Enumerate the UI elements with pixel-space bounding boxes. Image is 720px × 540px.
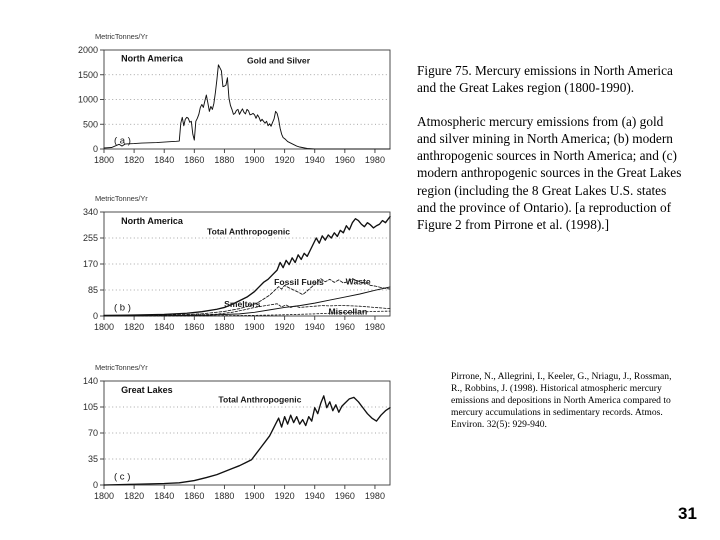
svg-text:1860: 1860	[184, 322, 205, 332]
svg-text:170: 170	[82, 259, 98, 270]
series-line	[104, 65, 390, 149]
series-annotation-label: Smelters	[224, 299, 261, 310]
svg-text:1880: 1880	[214, 322, 235, 332]
series-annotation-label: Fossil Fuels	[274, 276, 324, 287]
svg-text:1820: 1820	[124, 155, 145, 165]
svg-text:1940: 1940	[304, 322, 325, 332]
chart-b-svg	[62, 194, 397, 349]
svg-text:140: 140	[82, 376, 98, 387]
svg-text:1980: 1980	[364, 491, 385, 501]
svg-text:1880: 1880	[214, 491, 235, 501]
series-line	[104, 396, 390, 485]
chart-c-svg	[62, 363, 397, 518]
series-annotation-label: Total Anthropogenic	[206, 226, 291, 237]
chart-panel-b	[62, 194, 397, 349]
svg-text:1820: 1820	[124, 491, 145, 501]
chart-a-units-label: MetricTonnes/Yr	[95, 32, 148, 41]
chart-region-label: Great Lakes	[121, 384, 173, 395]
chart-panel-letter: ( b )	[114, 302, 131, 314]
chart-region-label: North America	[121, 53, 183, 64]
svg-text:1920: 1920	[274, 155, 295, 165]
chart-panel-a	[62, 32, 397, 182]
svg-text:255: 255	[82, 233, 98, 244]
chart-region-label: North America	[121, 215, 183, 226]
svg-text:70: 70	[87, 428, 98, 439]
svg-text:1820: 1820	[124, 322, 145, 332]
reference-citation	[451, 371, 683, 431]
svg-text:1000: 1000	[77, 94, 98, 105]
svg-text:1900: 1900	[244, 322, 265, 332]
svg-text:1900: 1900	[244, 491, 265, 501]
svg-text:1840: 1840	[154, 155, 175, 165]
series-annotation-label: Total Anthropogenic	[218, 394, 302, 405]
chart-a-svg	[62, 32, 397, 182]
svg-text:1920: 1920	[274, 322, 295, 332]
chart-b-units-label: MetricTonnes/Yr	[95, 194, 148, 203]
figure-column	[62, 32, 397, 518]
reference-text: Pirrone, N., Allegrini, I., Keeler, G., Nriagu, J., Rossman, R., Robbins, J. (1998). Historical atmospheric mercury emissions and depositions in North America compared to mercury accumulations in sedimentary records. Atmos. Environ. 32(5): 929-940.	[451, 371, 672, 431]
chart-panel-letter: ( c )	[114, 471, 131, 483]
page-number: 31	[678, 504, 697, 523]
svg-text:1840: 1840	[154, 322, 175, 332]
svg-text:1500: 1500	[77, 69, 98, 80]
svg-text:1860: 1860	[184, 491, 205, 501]
chart-c-units-label: MetricTonnes/Yr	[95, 363, 148, 372]
series-annotation-label: Gold and Silver	[247, 55, 311, 66]
svg-text:35: 35	[87, 454, 98, 465]
svg-text:1960: 1960	[334, 322, 355, 332]
svg-text:1980: 1980	[364, 155, 385, 165]
svg-text:1960: 1960	[334, 155, 355, 165]
svg-text:1840: 1840	[154, 491, 175, 501]
svg-text:1800: 1800	[93, 155, 115, 165]
svg-text:1960: 1960	[334, 491, 355, 501]
svg-text:2000: 2000	[77, 45, 98, 56]
caption-body: Atmospheric mercury emissions from (a) gold and silver mining in North America; (b) modern anthropogenic sources in North America; and (c) modern anthropogenic sources in the Great Lakes region (including the 8 Great Lakes U.S. states and the province of Ontario). [a reproduction of Figure 2 from Pirrone et al. (1998).]	[417, 114, 682, 232]
svg-text:105: 105	[82, 402, 98, 413]
svg-text:500: 500	[82, 119, 98, 130]
chart-panel-letter: ( a )	[114, 135, 131, 147]
svg-text:1940: 1940	[304, 155, 325, 165]
caption-title: Figure 75. Mercury emissions in North America and the Great Lakes region (1800-1990).	[417, 63, 673, 96]
svg-text:0: 0	[92, 311, 98, 322]
svg-text:340: 340	[82, 207, 98, 218]
series-annotation-label: Waste	[345, 276, 371, 287]
svg-text:1800: 1800	[93, 322, 115, 332]
svg-text:1860: 1860	[184, 155, 205, 165]
svg-text:1940: 1940	[304, 491, 325, 501]
svg-text:85: 85	[87, 285, 98, 296]
svg-text:0: 0	[92, 144, 98, 155]
series-annotation-label: Miscellan	[328, 306, 368, 317]
chart-panel-c	[62, 363, 397, 518]
svg-text:1980: 1980	[364, 322, 385, 332]
svg-text:1880: 1880	[214, 155, 235, 165]
svg-text:1920: 1920	[274, 491, 295, 501]
svg-text:0: 0	[92, 480, 98, 491]
figure-caption	[417, 62, 685, 233]
svg-text:1900: 1900	[244, 155, 265, 165]
svg-text:1800: 1800	[93, 491, 115, 501]
caption-paragraph-gap	[417, 96, 685, 113]
